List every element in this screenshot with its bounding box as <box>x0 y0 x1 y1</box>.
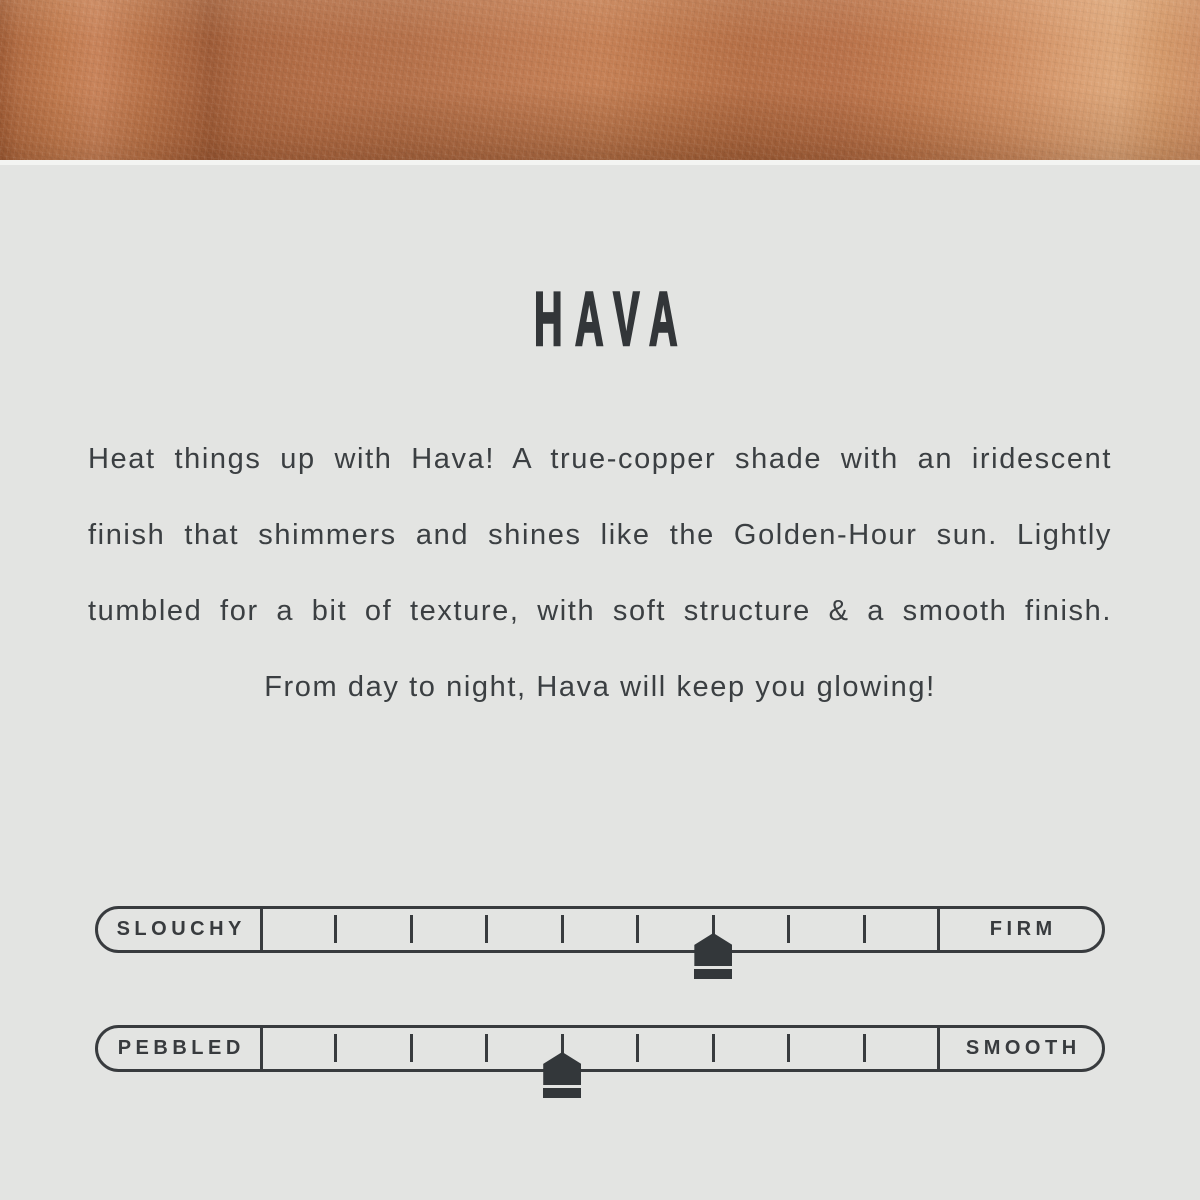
scale-tick <box>561 915 564 943</box>
scale-tick <box>334 915 337 943</box>
marker-arrow-icon <box>543 1052 581 1085</box>
leather-texture-photo <box>0 0 1200 160</box>
scale-right-label <box>937 1028 1102 1069</box>
description-line: finish that shimmers and shines like the Golden-Hour sun. Lightly <box>88 519 1112 551</box>
scale-tick <box>410 915 413 943</box>
marker-bar <box>694 969 732 979</box>
scale-right-label <box>937 909 1102 950</box>
scale-tick <box>410 1034 413 1062</box>
scale-left-label <box>98 1028 263 1069</box>
marker-arrow-icon <box>694 933 732 966</box>
scale-left-label <box>98 909 263 950</box>
description-line: From day to night, Hava will keep you glowing! <box>264 671 936 703</box>
scale-right-label-text: SMOOTH <box>965 1037 1081 1059</box>
scale-marker-icon <box>543 1052 581 1098</box>
description-line: Heat things up with Hava! A true-copper shade with an iridescent <box>88 443 1112 475</box>
scale-right-label-text: FIRM <box>989 918 1057 940</box>
scale-tick <box>334 1034 337 1062</box>
scale-tick <box>863 1034 866 1062</box>
scale-tick <box>863 915 866 943</box>
page-title-text: HAVA <box>533 277 691 362</box>
banner-divider <box>0 160 1200 165</box>
scale-tick <box>485 1034 488 1062</box>
firmness-scale <box>95 906 1105 953</box>
scale-left-label-text: SLOUCHY <box>116 918 246 940</box>
scale-tick <box>787 915 790 943</box>
scale-tick <box>636 915 639 943</box>
scale-tick <box>485 915 488 943</box>
product-description <box>88 421 1112 725</box>
texture-scale <box>95 1025 1105 1072</box>
scale-tick <box>787 1034 790 1062</box>
description-line: tumbled for a bit of texture, with soft structure & a smooth finish. <box>88 595 1112 627</box>
scale-tick <box>712 1034 715 1062</box>
scale-left-label-text: PEBBLED <box>117 1037 245 1059</box>
scale-tick <box>636 1034 639 1062</box>
page-title <box>0 277 1200 362</box>
marker-bar <box>543 1088 581 1098</box>
scale-marker-icon <box>694 933 732 979</box>
